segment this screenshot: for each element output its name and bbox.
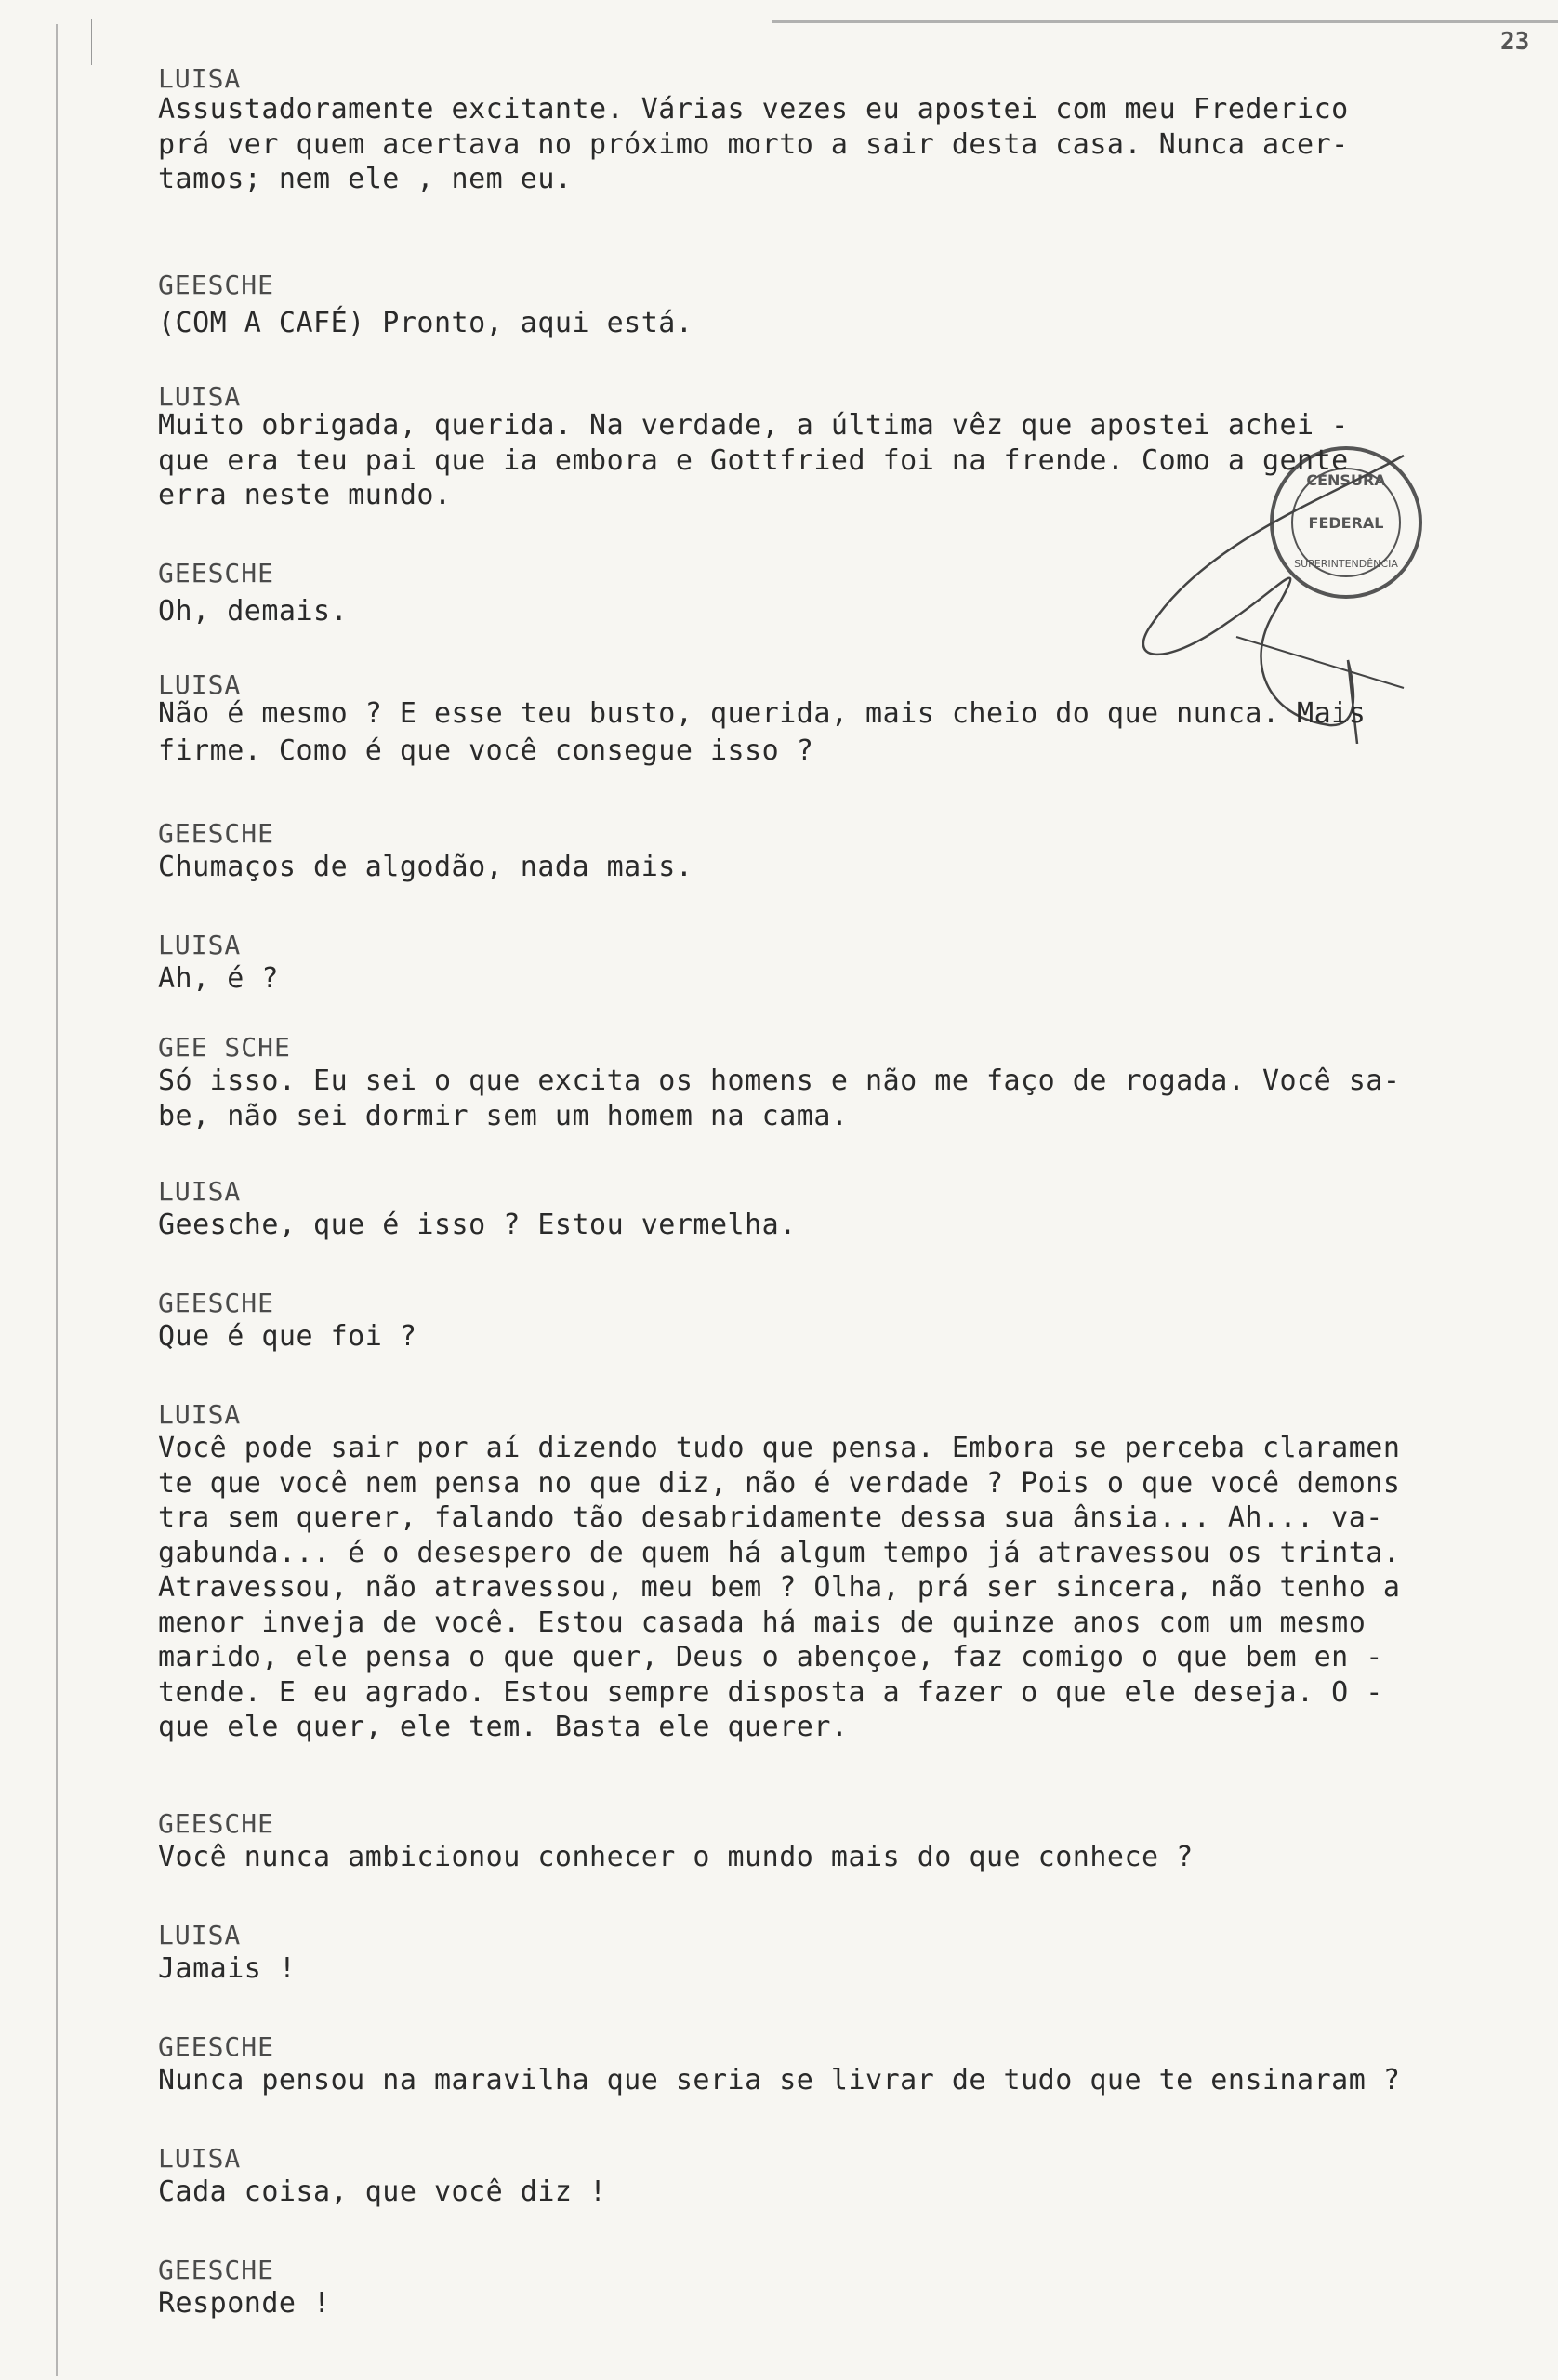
dialogue-line: Responde ! <box>158 2287 331 2320</box>
dialogue-line: Você nunca ambicionou conhecer o mundo mais do que conhece ? <box>158 1841 1194 1873</box>
dialogue-line: gabunda... é o desespero de quem há algum tempo já atravessou os trinta. <box>158 1537 1401 1569</box>
dialogue-line: tende. E eu agrado. Estou sempre disposta a fazer o que ele deseja. O - <box>158 1676 1383 1709</box>
speaker-name: GEESCHE <box>158 818 275 849</box>
dialogue-line: Atravessou, não atravessou, meu bem ? Olha, prá ser sincera, não tenho a <box>158 1571 1401 1604</box>
dialogue-line: Chumaços de algodão, nada mais. <box>158 851 693 883</box>
dialogue-line: Ah, é ? <box>158 962 279 995</box>
dialogue-line: Que é que foi ? <box>158 1320 417 1353</box>
dialogue-line: Jamais ! <box>158 1952 297 1985</box>
dialogue-line: te que você nem pensa no que diz, não é verdade ? Pois o que você demons <box>158 1467 1401 1500</box>
dialogue-line: menor inveja de você. Estou casada há mais de quinze anos com um mesmo <box>158 1606 1367 1639</box>
dialogue-line: Só isso. Eu sei o que excita os homens e não me faço de rogada. Você sa- <box>158 1064 1401 1097</box>
stamp-text-top: CENSURA <box>1306 471 1386 489</box>
speaker-name: LUISA <box>158 63 242 94</box>
stamp-text-bottom: SUPERINTENDÊNCIA <box>1294 558 1398 570</box>
dialogue-line: firme. Como é que você consegue isso ? <box>158 734 814 767</box>
dialogue-line: Você pode sair por aí dizendo tudo que pensa. Embora se perceba claramen <box>158 1432 1401 1464</box>
dialogue-line: tra sem querer, falando tão desabridamente dessa sua ânsia... Ah... va- <box>158 1501 1383 1534</box>
dialogue-line: Nunca pensou na maravilha que seria se livrar de tudo que te ensinaram ? <box>158 2064 1401 2096</box>
dialogue-line: que ele quer, ele tem. Basta ele querer. <box>158 1711 849 1743</box>
dialogue-line: prá ver quem acertava no próximo morto a sair desta casa. Nunca acer- <box>158 128 1349 161</box>
speaker-name: GEESCHE <box>158 2031 275 2062</box>
dialogue-line: Assustadoramente excitante. Várias vezes eu apostei com meu Frederico <box>158 93 1349 126</box>
speaker-name: LUISA <box>158 1176 242 1207</box>
speaker-name: LUISA <box>158 1920 242 1950</box>
speaker-name: LUISA <box>158 669 242 700</box>
dialogue-line: Oh, demais. <box>158 595 349 628</box>
speaker-name: GEESCHE <box>158 1288 275 1318</box>
speaker-name: GEESCHE <box>158 558 275 588</box>
dialogue-line: Não é mesmo ? E esse teu busto, querida, mais cheio do que nunca. Mais <box>158 697 1367 730</box>
speaker-name: GEESCHE <box>158 270 275 300</box>
speaker-name: LUISA <box>158 1399 242 1430</box>
speaker-name: GEESCHE <box>158 1808 275 1839</box>
dialogue-line: Cada coisa, que você diz ! <box>158 2175 607 2208</box>
dialogue-line: marido, ele pensa o que quer, Deus o abençoe, faz comigo o que bem en - <box>158 1641 1383 1673</box>
dialogue-line: erra neste mundo. <box>158 479 452 511</box>
page-number: 23 <box>1500 28 1530 56</box>
speaker-name: GEE SCHE <box>158 1032 291 1063</box>
dialogue-line: Geesche, que é isso ? Estou vermelha. <box>158 1209 797 1241</box>
dialogue-line: que era teu pai que ia embora e Gottfried foi na frende. Como a gente <box>158 444 1349 477</box>
left-margin-line <box>56 24 58 2376</box>
speaker-name: GEESCHE <box>158 2254 275 2285</box>
top-rule <box>772 20 1558 23</box>
speaker-name: LUISA <box>158 2143 242 2174</box>
dialogue-line: (COM A CAFÉ) Pronto, aqui está. <box>158 307 693 339</box>
dialogue-line: be, não sei dormir sem um homem na cama. <box>158 1100 849 1132</box>
stamp-text-middle: FEDERAL <box>1308 514 1384 532</box>
dialogue-line: tamos; nem ele , nem eu. <box>158 163 573 195</box>
margin-tick <box>91 19 92 65</box>
speaker-name: LUISA <box>158 930 242 960</box>
speaker-name: LUISA <box>158 381 242 412</box>
dialogue-line: Muito obrigada, querida. Na verdade, a última vêz que apostei achei - <box>158 409 1349 442</box>
